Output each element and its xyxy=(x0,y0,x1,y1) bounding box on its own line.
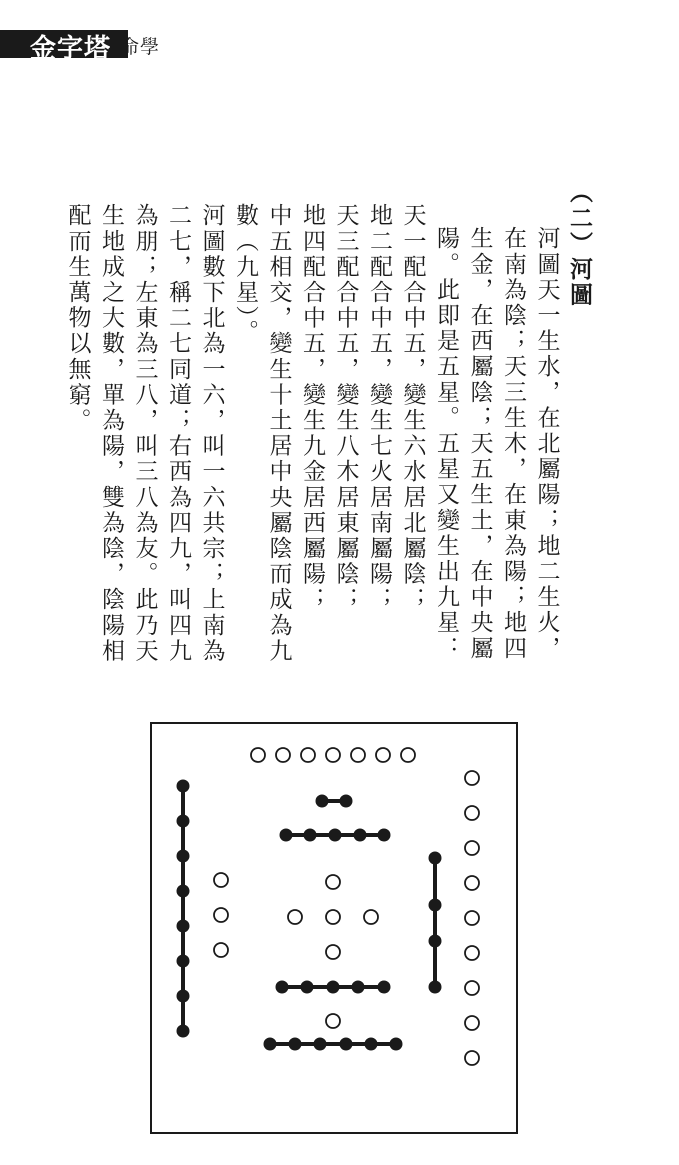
paragraph-2: 天一配合中五，變生六水居北屬陰； xyxy=(399,203,426,613)
bottom-solid-outer-group xyxy=(264,1038,402,1050)
paragraph-3: 地二配合中五，變生七火居南屬陽； xyxy=(366,203,392,613)
hetu-diagram xyxy=(150,722,518,1134)
top-solid-short-group xyxy=(316,795,352,807)
right-hollow-group xyxy=(465,771,479,1065)
vertical-text-block xyxy=(56,180,596,680)
brand-title: 金字塔 xyxy=(30,34,112,64)
section-heading: （二）河圖 xyxy=(566,180,593,308)
left-solid-group xyxy=(177,780,189,1037)
paragraph-4: 天三配合中五，變生八木居東屬陰； xyxy=(332,203,359,613)
top-hollow-group xyxy=(251,748,415,762)
diagram-frame xyxy=(151,723,517,1133)
bottom-hollow-group xyxy=(326,1014,340,1028)
right-solid-group xyxy=(429,852,441,993)
center-hollow-group xyxy=(288,875,378,959)
paragraph-1: 河圖天一生水，在北屬陽；地二生火，在南為陰；天三生木，在東為陽；地四生金，在西屬陰；天五生土，在中央屬陽。此即是五星。五星又變生出九星： xyxy=(433,226,560,662)
bottom-solid-inner-group xyxy=(276,981,390,993)
left-hollow-group xyxy=(214,873,228,957)
top-solid-long-group xyxy=(280,829,390,841)
paragraph-5: 地四配合中五，變生九金居西屬陽； xyxy=(299,203,325,613)
paragraph-6: 中五相交，變生十土居中央屬陰而成為九數（九星）。 xyxy=(232,203,292,664)
paragraph-7: 河圖數下北為一六，叫一六共宗；上南為二七，稱二七同道；右西為四九，叫四九為朋；左東為三八，叫三八為友。此乃天生地成之大數，單為陽，雙為陰，陰陽相配而生萬物以無窮。 xyxy=(64,203,225,664)
brand-subtitle: 命學 xyxy=(120,36,161,58)
